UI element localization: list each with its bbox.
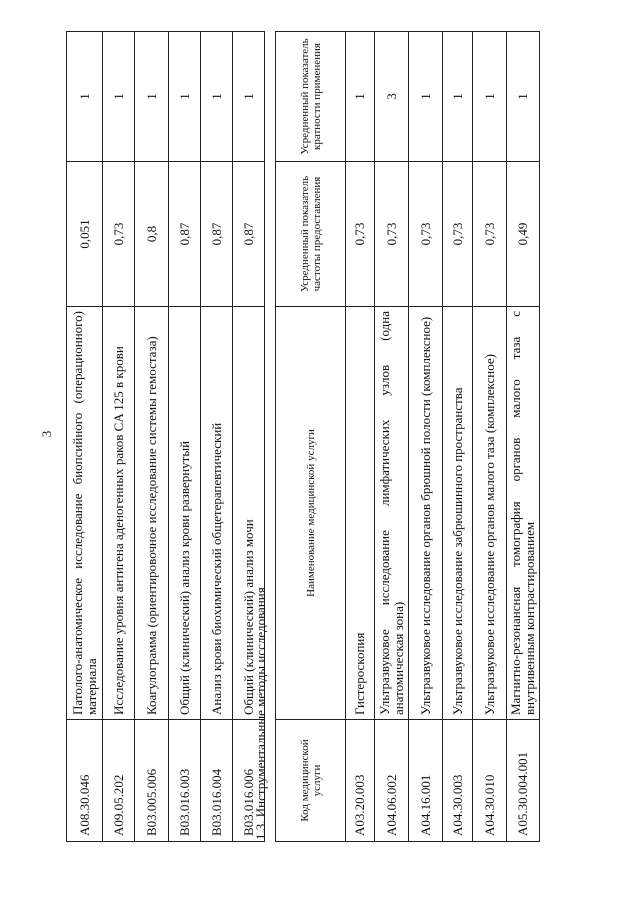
frequency-value: 0,87 [169, 162, 201, 307]
table-row [103, 32, 135, 842]
service-code: A04.16.001 [409, 720, 443, 842]
service-name: Ультразвуковое исследование забрюшинного пространства [443, 307, 473, 720]
service-name: Гистероскопия [346, 307, 375, 720]
service-code: A05.30.004.001 [507, 720, 540, 842]
table-row [473, 32, 507, 842]
services-table-continued [66, 31, 265, 842]
multiplicity-value: 1 [201, 32, 233, 162]
service-code: B03.005.006 [135, 720, 169, 842]
frequency-value: 0,87 [233, 162, 265, 307]
multiplicity-value: 1 [67, 32, 103, 162]
service-name: Общий (клинический) анализ мочи [233, 307, 265, 720]
multiplicity-value: 1 [103, 32, 135, 162]
page-number: 3 [39, 430, 54, 438]
service-code: A08.30.046 [67, 720, 103, 842]
frequency-value: 0,8 [135, 162, 169, 307]
frequency-value: 0,73 [375, 162, 409, 307]
table-row [346, 32, 375, 842]
multiplicity-value: 1 [473, 32, 507, 162]
frequency-value: 0,051 [67, 162, 103, 307]
service-name: Исследование уровня антигена аденогенных раков CA 125 в крови [103, 307, 135, 720]
service-code: A04.06.002 [375, 720, 409, 842]
frequency-value: 0,73 [443, 162, 473, 307]
instrumental-methods-table [275, 31, 540, 842]
multiplicity-value: 1 [233, 32, 265, 162]
header-frequency: Усредненный показатель частоты предоставления [276, 162, 346, 307]
service-code: A04.30.010 [473, 720, 507, 842]
service-code: A09.05.202 [103, 720, 135, 842]
table-row [201, 32, 233, 842]
service-name: Магнитно-резонансная томография органов малого таза с внутривенным контрастированием [507, 307, 540, 720]
table-row [507, 32, 540, 842]
table-row [375, 32, 409, 842]
table-row [443, 32, 473, 842]
service-name: Ультразвуковое исследование лимфатических узлов (одна анатомическая зона) [375, 307, 409, 720]
service-name: Патолого-анатомическое исследование биопсийного (операционного) материала [67, 307, 103, 720]
table-row [67, 32, 103, 842]
multiplicity-value: 1 [169, 32, 201, 162]
service-code: B03.016.004 [201, 720, 233, 842]
frequency-value: 0,73 [103, 162, 135, 307]
frequency-value: 0,87 [201, 162, 233, 307]
service-name: Ультразвуковое исследование органов малого таза (комплексное) [473, 307, 507, 720]
header-name: Наименование медицинской услуги [276, 307, 346, 720]
service-code: B03.016.006 [233, 720, 265, 842]
table-row [409, 32, 443, 842]
service-name: Общий (клинический) анализ крови развернутый [169, 307, 201, 720]
header-code: Код медицинской услуги [276, 720, 346, 842]
section-title: 1.3. Инструментальные методы исследования [253, 587, 268, 840]
multiplicity-value: 3 [375, 32, 409, 162]
frequency-value: 0,49 [507, 162, 540, 307]
service-code: A03.20.003 [346, 720, 375, 842]
service-code: A04.30.003 [443, 720, 473, 842]
multiplicity-value: 1 [507, 32, 540, 162]
table-row [169, 32, 201, 842]
multiplicity-value: 1 [346, 32, 375, 162]
table-row [135, 32, 169, 842]
multiplicity-value: 1 [409, 32, 443, 162]
service-name: Анализ крови биохимический общетерапевтический [201, 307, 233, 720]
multiplicity-value: 1 [443, 32, 473, 162]
frequency-value: 0,73 [346, 162, 375, 307]
frequency-value: 0,73 [409, 162, 443, 307]
multiplicity-value: 1 [135, 32, 169, 162]
table-header-row [276, 32, 346, 842]
service-name: Ультразвуковое исследование органов брюшной полости (комплексное) [409, 307, 443, 720]
rotated-page-content [66, 32, 537, 842]
header-multiplicity: Усредненный показатель кратности применения [276, 32, 346, 162]
frequency-value: 0,73 [473, 162, 507, 307]
service-name: Коагулограмма (ориентировочное исследование системы гемостаза) [135, 307, 169, 720]
service-code: B03.016.003 [169, 720, 201, 842]
